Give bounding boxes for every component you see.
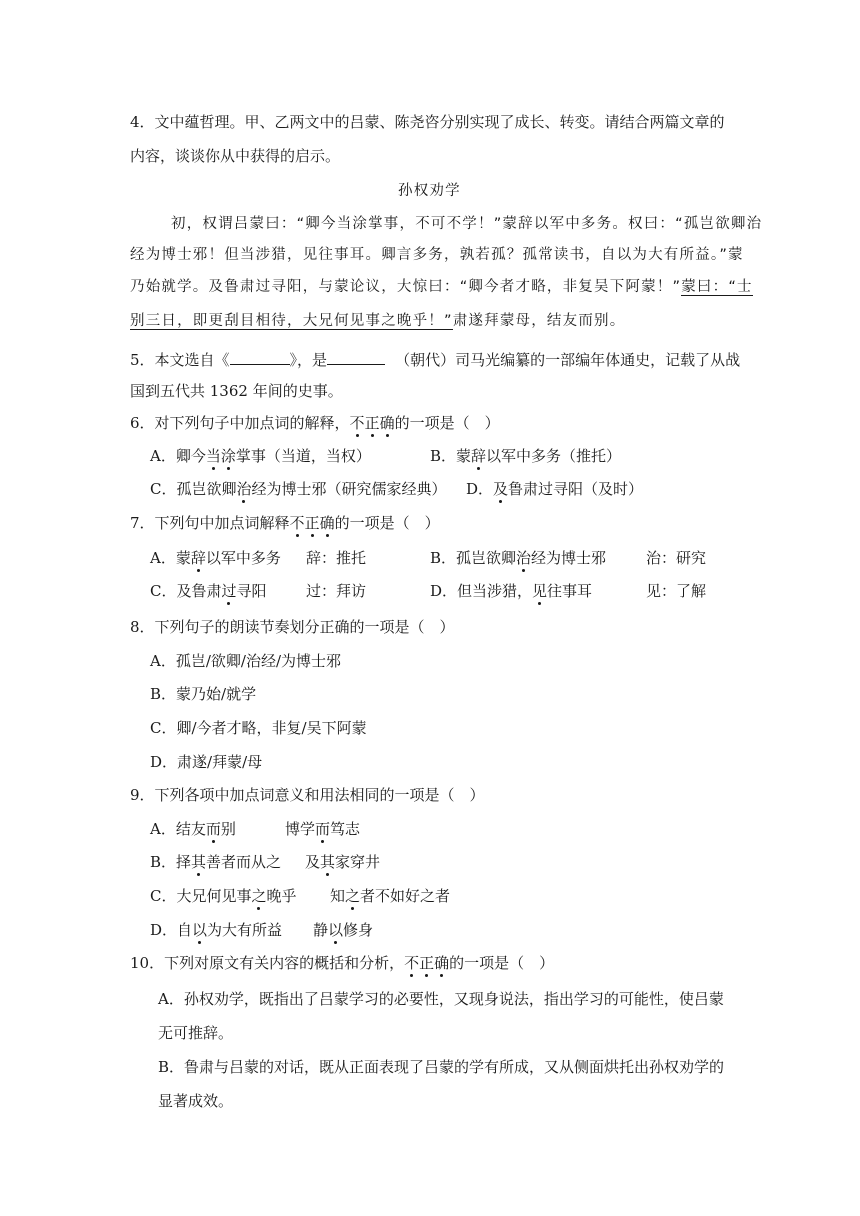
passage-line-4	[130, 311, 625, 331]
text-segment: 辞：推托	[306, 549, 367, 567]
question-6-option-c[interactable]	[150, 479, 447, 499]
question-8-option-a[interactable]	[150, 651, 341, 671]
text-segment: B．孤岂欲卿	[430, 549, 517, 567]
dotted-char: 过	[221, 582, 237, 600]
text-segment: 5．本文选自《	[130, 351, 230, 369]
text-segment: D．但当涉猎，	[430, 582, 533, 600]
text-segment: 的一项是（ ）	[449, 954, 555, 972]
passage-line-3	[130, 277, 753, 297]
dotted-char: 其	[191, 853, 207, 871]
text-segment: 别	[220, 820, 236, 838]
dotted-char: 之	[251, 887, 267, 905]
text-segment: 笃志	[330, 820, 361, 838]
question-7-option-b[interactable]	[430, 548, 606, 568]
dotted-char: 之	[345, 887, 361, 905]
text-segment: B．择	[150, 853, 192, 871]
text-segment: 内容，谈谈你从中获得的启示。	[130, 147, 341, 165]
underlined-segment: 蒙曰：“士	[681, 279, 753, 295]
dotted-char: 确	[319, 514, 335, 532]
text-segment: B．蒙	[430, 447, 472, 465]
text-segment: 晚乎	[266, 887, 297, 905]
question-7-option-d-gloss	[646, 581, 706, 601]
text-segment: 为大有所益	[207, 921, 283, 939]
text-segment: 过：拜访	[306, 582, 367, 600]
dotted-char: 正	[304, 514, 320, 532]
text-segment: 4．文中蕴哲理。甲、乙两文中的吕蒙、陈尧咨分别实现了成长、转变。请结合两篇文章的	[130, 113, 725, 131]
passage-title-text: 孙权劝学	[398, 183, 461, 199]
text-segment: A．孤岂/欲卿/治经/为博士邪	[150, 652, 341, 670]
text-segment: D．自	[150, 921, 193, 939]
question-7-option-a[interactable]	[150, 548, 281, 568]
text-segment: 10．下列对原文有关内容的概括和分析，	[130, 954, 405, 972]
text-segment: C．卿/今者才略，非复/吴下阿蒙	[150, 719, 367, 737]
dotted-char: 以	[192, 921, 208, 939]
question-10-stem	[130, 953, 554, 973]
passage-line-1	[171, 214, 762, 234]
text-segment: 掌事（当道，当权）	[235, 447, 371, 465]
text-segment: C．大兄何见事	[150, 887, 252, 905]
question-5-line-2	[130, 381, 343, 401]
question-6-option-b[interactable]	[430, 446, 621, 466]
underlined-segment: 别三日，即更刮目相待，大兄何见事之晚乎！”	[130, 313, 453, 329]
dotted-char: 不	[289, 514, 305, 532]
text-segment: 见：了解	[646, 582, 707, 600]
text-segment: 静	[313, 921, 329, 939]
text-segment: C．及鲁肃	[150, 582, 222, 600]
text-segment: （朝代）司马光编纂的一部编年体通史，记载了从战	[395, 351, 741, 369]
text-segment: 国到五代共 1362 年间的史事。	[130, 382, 343, 400]
question-9-option-a[interactable]	[150, 819, 236, 839]
dotted-char: 而	[205, 820, 221, 838]
question-8-option-c[interactable]	[150, 718, 367, 738]
question-9-stem	[130, 785, 485, 805]
dotted-char: 正	[419, 954, 435, 972]
question-9-option-a-compare	[285, 819, 360, 839]
text-segment: 8．下列句子的朗读节奏划分正确的一项是（ ）	[130, 618, 455, 636]
text-segment: B．蒙乃始/就学	[150, 685, 257, 703]
dotted-char: 辞	[471, 447, 487, 465]
question-9-option-c[interactable]	[150, 886, 297, 906]
question-6-option-a[interactable]	[150, 446, 371, 466]
answer-blank-book[interactable]	[230, 348, 290, 365]
question-6-option-d[interactable]	[466, 479, 643, 499]
question-7-option-d[interactable]	[430, 581, 592, 601]
question-7-option-a-gloss	[306, 548, 366, 568]
dotted-char: 治	[516, 549, 532, 567]
dotted-char: 见	[532, 582, 548, 600]
question-9-option-d[interactable]	[150, 920, 282, 940]
dotted-char: 治	[236, 480, 252, 498]
dotted-char: 正	[364, 414, 380, 432]
question-8-option-d[interactable]	[150, 752, 262, 772]
question-9-option-b-compare	[305, 852, 380, 872]
text-segment: 善者而从之	[206, 853, 282, 871]
dotted-char: 辞	[190, 549, 206, 567]
question-8-option-b[interactable]	[150, 684, 256, 704]
text-segment: D．肃遂/拜蒙/母	[150, 753, 263, 771]
passage-line-2	[130, 245, 744, 265]
question-7-stem	[130, 513, 440, 533]
text-segment: 经为博士邪（研究儒家经典）	[251, 480, 447, 498]
question-10-option-a-line-2	[158, 1023, 233, 1043]
question-8-stem	[130, 617, 455, 637]
text-segment: A．孙权劝学，既指出了吕蒙学习的必要性，又现身说法，指出学习的可能性，使吕蒙	[158, 990, 724, 1008]
dotted-char: 以	[328, 921, 344, 939]
text-segment: A．卿今	[150, 447, 206, 465]
text-segment: D．	[466, 480, 494, 498]
dotted-char: 涂	[220, 447, 236, 465]
text-segment: C．孤岂欲卿	[150, 480, 237, 498]
text-segment: 以军中多务（推托）	[486, 447, 622, 465]
text-segment: A．蒙	[150, 549, 191, 567]
text-segment: 寻阳	[236, 582, 267, 600]
text-segment: 9．下列各项中加点词意义和用法相同的一项是（ ）	[130, 786, 485, 804]
text-segment: 治：研究	[646, 549, 707, 567]
question-7-option-c-gloss	[306, 581, 366, 601]
text-segment: 显著成效。	[158, 1092, 234, 1110]
text-segment: 鲁肃过寻阳（及时）	[508, 480, 644, 498]
question-5-line-1	[130, 348, 740, 370]
dotted-char: 其	[320, 853, 336, 871]
text-segment: 的一项是（ ）	[394, 414, 500, 432]
text-segment: 7．下列句中加点词解释	[130, 514, 290, 532]
text-segment: 肃遂拜蒙母，结友而别。	[452, 313, 626, 329]
text-segment: 乃始就学。及鲁肃过寻阳，与蒙论议，大惊曰：“卿今者才略，非复吴下阿蒙！”	[130, 279, 682, 295]
dotted-char: 不	[349, 414, 365, 432]
text-segment: 》，是	[289, 351, 328, 369]
text-segment: 博学	[285, 820, 316, 838]
text-segment: 6．对下列句子中加点词的解释，	[130, 414, 350, 432]
text-segment: 经为博士邪！但当涉猎，见往事耳。卿言多务，孰若孤？孤常读书，自以为大有所益。”蒙	[130, 247, 744, 263]
dotted-char: 当	[205, 447, 221, 465]
text-segment: 及	[305, 853, 321, 871]
text-segment: 的一项是（ ）	[334, 514, 440, 532]
question-10-option-b-line-1[interactable]	[158, 1057, 724, 1077]
text-segment: B．鲁肃与吕蒙的对话，既从正面表现了吕蒙的学有所成，又从侧面烘托出孙权劝学的	[158, 1058, 725, 1076]
text-segment: A．结友	[150, 820, 206, 838]
dotted-char: 确	[379, 414, 395, 432]
text-segment: 修身	[343, 921, 374, 939]
dotted-char: 及	[493, 480, 509, 498]
text-segment: 家穿井	[335, 853, 381, 871]
text-segment: 知	[330, 887, 346, 905]
question-10-option-b-line-2	[158, 1091, 233, 1111]
text-segment: 以军中多务	[205, 549, 281, 567]
question-9-option-b[interactable]	[150, 852, 281, 872]
text-segment: 经为博士邪	[531, 549, 607, 567]
question-9-option-d-compare	[313, 920, 373, 940]
question-6-stem	[130, 413, 500, 433]
dotted-char: 不	[404, 954, 420, 972]
text-segment: 往事耳	[547, 582, 593, 600]
dotted-char: 而	[315, 820, 331, 838]
dotted-char: 确	[434, 954, 450, 972]
question-4-line-1	[130, 112, 725, 132]
text-segment: 者不如好之者	[360, 887, 451, 905]
question-10-option-a-line-1[interactable]	[158, 989, 724, 1009]
text-segment: 初，权谓吕蒙曰：“卿今当涂掌事，不可不学！”蒙辞以军中多务。权曰：“孤岂欲卿治	[171, 216, 763, 232]
question-9-option-c-compare	[330, 886, 450, 906]
passage-title	[398, 181, 461, 201]
question-4-line-2	[130, 146, 340, 166]
answer-blank-dynasty[interactable]	[327, 348, 385, 365]
text-segment: 无可推辞。	[158, 1024, 234, 1042]
question-7-option-b-gloss	[646, 548, 706, 568]
question-7-option-c[interactable]	[150, 581, 267, 601]
